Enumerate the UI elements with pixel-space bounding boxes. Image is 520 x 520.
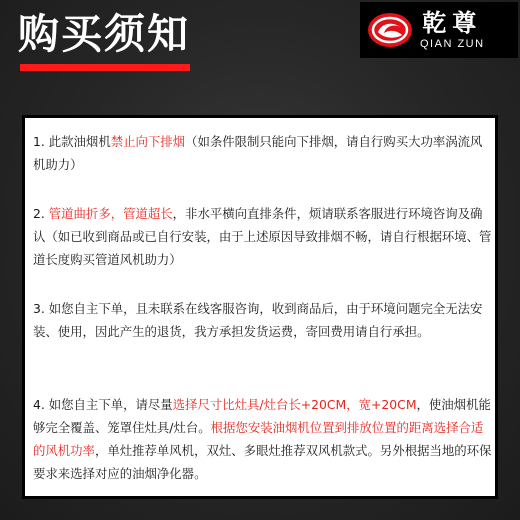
note-1-text: 1. 此款油烟机 (33, 134, 111, 149)
note-2-text: ，非水平横向直排条件，烦请联系客服进行环境咨询及确认（如已收到商品或已自行安装，由于上述原因导致排烟不畅，请自行根据环境、管道长度购买管道风机助力） (33, 206, 492, 267)
note-3-text: 3. 如您自主下单，且未联系在线客服咨询，收到商品后，由于环境问题完全无法安装、使用，因此产生的退货，我方承担发货运费，寄回费用请自行承担。 (33, 301, 483, 339)
note-4-highlight: 选择尺寸比灶具/灶台长+20CM，宽+20CM (172, 397, 417, 412)
note-2-text: 2. (33, 206, 49, 221)
qianzun-logo-icon (366, 10, 414, 50)
note-4-text: ，单灶推荐单风机，双灶、多眼灶推荐双风机款式。另外根据当地的环保要求来选择对应的油烟净化器。 (33, 443, 492, 481)
brand-logo (360, 2, 518, 58)
note-2 (33, 202, 493, 271)
note-4 (33, 393, 493, 485)
note-1-text: （如条件限制只能向下排烟，请自行购买大功率涡流风机助力） (33, 134, 483, 172)
note-4-text: 4. 如您自主下单，请尽量 (33, 397, 173, 412)
page-title: 购买须知 (18, 10, 190, 58)
note-1-highlight: 禁止向下排烟 (110, 134, 186, 149)
note-3 (33, 297, 493, 343)
note-2-highlight: 管道曲折多，管道超长 (48, 206, 173, 221)
notice-panel (22, 115, 498, 499)
note-1 (33, 130, 493, 176)
logo-text (420, 9, 485, 51)
note-4-text: ，使油烟机能够完全覆盖、笼罩住灶具/灶台。 (33, 397, 491, 435)
logo-cn-text: 乾尊 (422, 8, 483, 37)
note-4-highlight: 根据您安装油烟机位置到排放位置的距离选择合适的风机功率 (33, 420, 484, 458)
logo-en-text: QIAN ZUN (420, 38, 485, 50)
title-underline (20, 64, 190, 71)
